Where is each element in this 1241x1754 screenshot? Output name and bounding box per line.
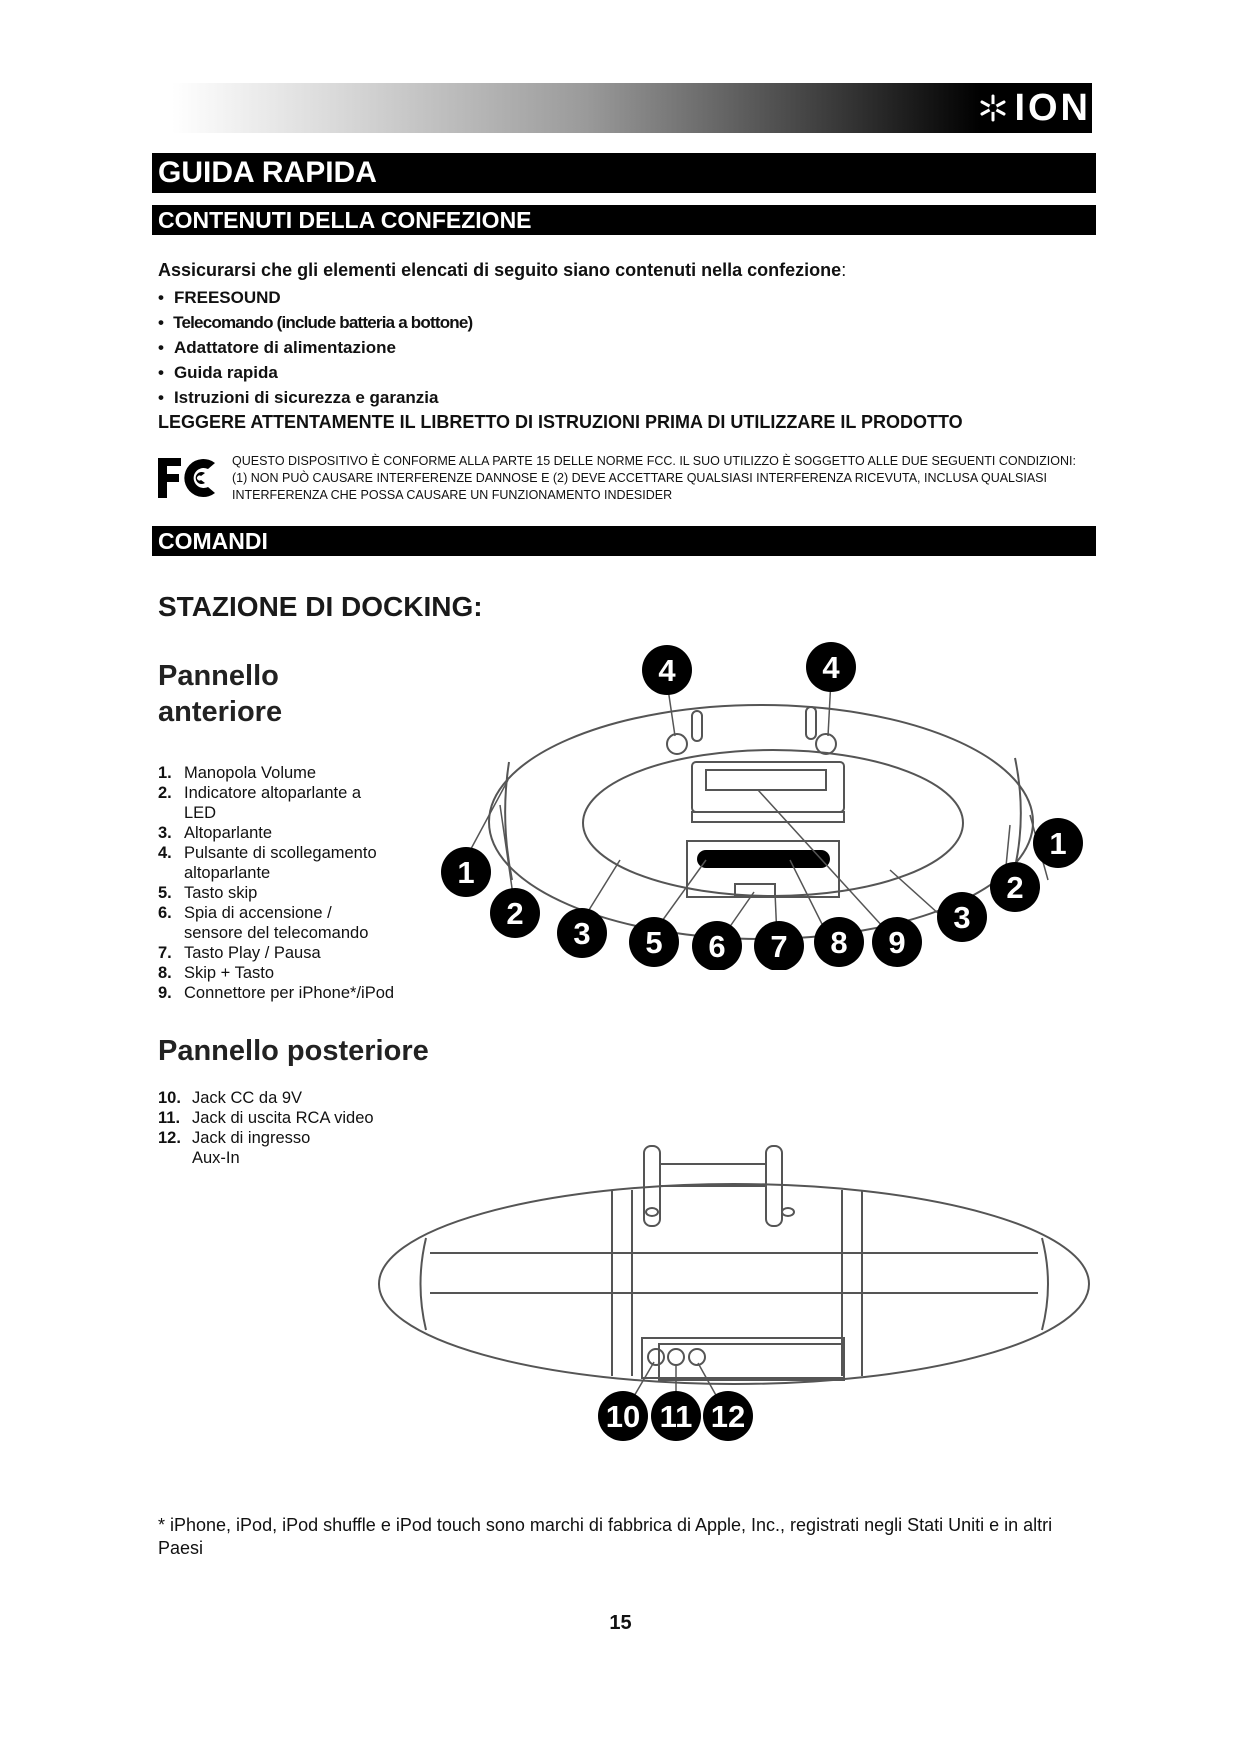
list-item: 10. Jack CC da 9V [158,1089,303,1107]
rear-panel-list [158,1088,374,1168]
svg-text:8: 8 [830,925,848,960]
callout-3 [937,892,987,942]
callout-1 [441,847,491,897]
svg-text:4: 4 [822,650,840,685]
read-manual-warning: LEGGERE ATTENTAMENTE IL LIBRETTO DI ISTRUZIONI PRIMA DI UTILIZZARE IL PRODOTTO [158,412,963,432]
svg-text:1: 1 [1049,826,1067,861]
callout-2 [990,862,1040,912]
list-item: • Guida rapida [158,360,472,385]
svg-text:2: 2 [1006,870,1024,905]
callout-7 [754,921,804,970]
rear-panel-title: Pannello posteriore [158,1035,429,1067]
ion-star-icon [978,93,1008,123]
header-gradient-bar [172,83,1092,133]
docking-station-heading: STAZIONE DI DOCKING: [158,591,483,622]
list-item: 8. Skip + Tasto [158,964,275,982]
front-panel-list [158,763,394,1003]
svg-text:9: 9 [888,925,906,960]
list-item: • Istruzioni di sicurezza e garanzia [158,385,472,410]
brand-logo [978,86,1091,130]
svg-text:1: 1 [457,855,475,890]
page-title: GUIDA RAPIDA [152,153,1096,193]
svg-text:11: 11 [659,1399,693,1434]
svg-text:12: 12 [710,1399,746,1434]
list-item: 5. Tasto skip [158,884,258,902]
callout-4 [642,645,692,695]
callout-2 [490,888,540,938]
package-contents-list [158,285,472,410]
list-item: 3. Altoparlante [158,824,273,842]
contents-intro: Assicurarsi che gli elementi elencati di seguito siano contenuti nella confezione: [158,260,847,280]
front-panel-title: Pannello anteriore [158,660,283,728]
list-item: • Adattatore di alimentazione [158,335,472,360]
fcc-notice: QUESTO DISPOSITIVO È CONFORME ALLA PARTE 15 DELLE NORME FCC. IL SUO UTILIZZO È SOGGETTO ALLE DUE SEGUENTI CONDIZIONI: (1) NON PUÒ CAUSARE INTERFERENZE DANNOSE E (2) DEVE ACCETTARE QUALSIASI INTERFERENZA RICEVUTA, INCLUSA QUALSIASI INTERFERENZA CHE POSSA CAUSARE UN FUNZIONAMENTO INDESIDER [232,454,1076,502]
list-item: 9. Connettore per iPhone*/iPod [158,984,395,1002]
list-item: • FREESOUND [158,285,472,310]
callout-8 [814,917,864,967]
display-strip [697,850,830,868]
rear-panel-diagram [370,1130,1090,1445]
svg-text:10: 10 [605,1399,641,1434]
callout-5 [629,917,679,967]
trademark-footnote: * iPhone, iPod, iPod shuffle e iPod touch sono marchi di fabbrica di Apple, Inc., registrati negli Stati Uniti e in altri Paesi [158,1515,1053,1558]
callout-11 [651,1391,701,1441]
callout-6 [692,921,742,970]
svg-text:4: 4 [658,653,676,688]
front-callouts [441,642,1083,970]
list-item: 6. Spia di accensione / sensore del telecomando [158,904,369,942]
callout-1 [1033,818,1083,868]
section-heading-controls: COMANDI [152,526,1096,556]
list-item: 2. Indicatore altoparlante a LED [158,784,362,822]
page-number: 15 [609,1612,632,1634]
callout-9 [872,917,922,967]
svg-text:7: 7 [770,929,788,964]
section-heading-contents: CONTENUTI DELLA CONFEZIONE [152,205,1096,235]
svg-text:6: 6 [708,929,726,964]
svg-text:3: 3 [953,900,971,935]
list-item: 7. Tasto Play / Pausa [158,944,321,962]
svg-text:2: 2 [506,896,524,931]
list-item: 11. Jack di uscita RCA video [158,1109,374,1127]
front-panel-diagram [430,640,1090,970]
callout-10 [598,1391,648,1441]
list-item: 12. Jack di ingresso Aux-In [158,1129,311,1167]
callout-12 [703,1391,753,1441]
brand-name: ION [1014,86,1091,129]
svg-text:3: 3 [573,916,591,951]
rear-callouts [598,1391,753,1441]
list-item: • Telecomando (include batteria a bottone) [158,310,472,335]
fcc-logo-icon [155,455,223,501]
svg-text:5: 5 [645,925,663,960]
callout-4 [806,642,856,692]
list-item: 4. Pulsante di scollegamento altoparlante [158,844,377,882]
callout-3 [557,908,607,958]
list-item: 1. Manopola Volume [158,764,317,782]
